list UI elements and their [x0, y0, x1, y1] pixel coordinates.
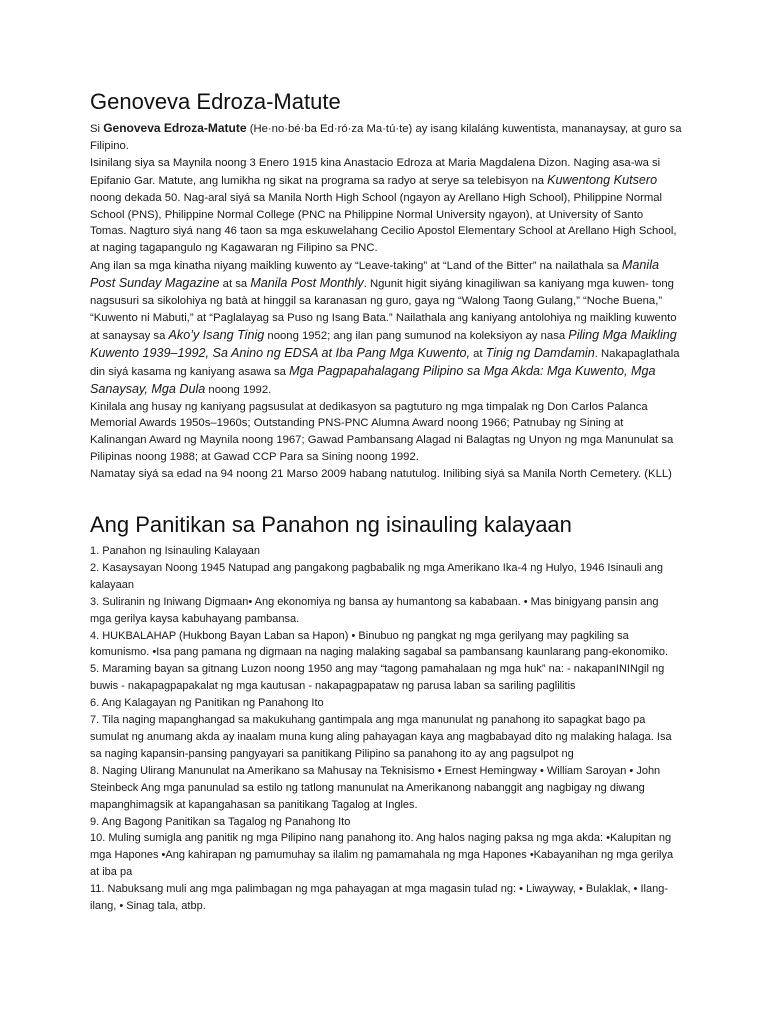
bio-p3-text-e: at	[469, 347, 486, 360]
bio-p3-text-b: at sa	[219, 278, 251, 291]
list-item: 11. Nabuksang muli ang mga palimbagan ng mga pahayagan at mga magasin tulad ng: • Liwayway, • Bulaklak, • Ilang-ilang, • Sinag tala, atbp.	[90, 883, 668, 913]
list-item: 1. Panahon ng Isinauling Kalayaan	[90, 545, 261, 558]
list-item: 4. HUKBALAHAP (Hukbong Bayan Laban sa Hapon) • Binubuo ng pangkat ng mga gerilyang may pagkiling sa komunismo. •Isa pang pamana ng digmaan na naging malaking sagabal sa pambansang kaunlarang pang-ekonomiko.	[90, 629, 669, 659]
bio-p2-text-a: Isinilang siya sa Maynila noong 3 Enero 1915 kina Anastacio Edroza at Maria Magdalena Dizon. Naging asa-wa si Epifanio Gar. Matute, ang lumikha ng sikat na programa sa radyo at serye sa telebisyon na	[90, 156, 661, 187]
panitikan-title: Ang Panitikan sa Panahon ng isinauling kalayaan	[90, 512, 572, 538]
list-item: 6. Ang Kalagayan ng Panitikan ng Panahong Ito	[90, 697, 324, 710]
bio-p3-italic-3: Ako’y Isang Tinig	[168, 327, 265, 342]
bio-p2-text-b: noong dekada 50. Nag-aral siyá sa Manila North High School (ngayon ay Arellano High School), Philippine Normal School (PNS), Philippine Normal College (PNC na Philippine Normal University ngayon), at University of Santo Tomas. Nagturo siyá nang 46 taon sa mga eskuwelahang Cecilio Apostol Elementary School at Arellano High School, at naging tagapangulo ng Kagawaran ng Filipino sa PNC.	[90, 191, 677, 255]
bio-p3-italic-5: Tinig ng Damdamin	[485, 345, 595, 360]
bio-p3-italic-1: Manila Post Sunday Magazine	[90, 258, 660, 291]
bio-paragraph-1	[90, 120, 682, 155]
bio-p1-text-a: Si	[90, 123, 104, 135]
list-item: 9. Ang Bagong Panitikan sa Tagalog ng Panahong Ito	[90, 815, 351, 828]
bio-p3-text-d: noong 1952; ang ilan pang sumunod na koleksiyon ay nasa	[264, 329, 569, 342]
panitikan-list	[90, 543, 682, 915]
bio-paragraph-3	[90, 257, 682, 398]
bio-paragraph-5: Namatay siyá sa edad na 94 noong 21 Marso 2009 habang natutulog. Inilibing siyá sa Manila North Cemetery. (KLL)	[90, 468, 672, 481]
bio-p3-text-a: Ang ilan sa mga kinatha niyang maikling kuwento ay “Leave-taking” at “Land of the Bitter” na nailathala sa	[90, 260, 622, 273]
list-item: 2. Kasaysayan Noong 1945 Natupad ang pangakong pagbabalik ng mga Amerikano Ika-4 ng Hulyo, 1946 Isinauli ang kalayaan	[90, 561, 664, 591]
document-page	[90, 88, 682, 915]
bio-p1-text-b: (He·no·bé·ba Ed·ró·za Ma·tú·te) ay isang kilaláng kuwentista, mananaysay, at guro sa Filipino.	[90, 123, 682, 152]
list-item: 8. Naging Ulirang Manunulat na Amerikano sa Mahusay na Teknisismo • Ernest Hemingway • William Saroyan • John Steinbeck Ang mga panunulad sa estilo ng tatlong manunulat na Amerikanong nabanggit ang nagbigay ng diwang mapanghimagsik at kapangahasan sa panitikang Tagalog at Ingles.	[90, 764, 661, 811]
list-item: 5. Maraming bayan sa gitnang Luzon noong 1950 ang may “tagong pamahalaan ng mga huk” na: - nakapanININgil ng buwis - nakapagpapakalat ng mga kautusan - nakapagpapataw ng parusa laban sa sariling paglilitis	[90, 663, 665, 693]
list-item: 7. Tila naging mapanghangad sa makukuhang gantimpala ang mga manunulat ng panahong ito sapagkat bago pa sumulat ng anumang akda ay inaalam muna kung aling pahayagan kaya ang magbabayad dito ng malaking halaga. Isa sa naging kapansin-pansing pangyayari sa panitikang Pilipino sa panahong ito ay ang pagsulpot ng	[90, 714, 672, 760]
bio-p3-text-c: . Ngunit higit siyáng kinagiliwan sa kaniyang mga kuwen- tong nagsusuri sa sikolohiya ng batà at hinggil sa karanasan ng guro, gaya ng “Walong Taong Gulang,” “Noche Buena,” “Kuwento ni Mabuti,” at “Paglalayag sa Puso ng Isang Bata.” Nailathala ang kaniyang antolohiya ng maikling kuwento at sanaysay sa	[90, 278, 677, 342]
bio-title: Genoveva Edroza-Matute	[90, 89, 341, 114]
bio-p3-italic-2: Manila Post Monthly	[250, 276, 364, 291]
bio-p3-text-f: . Nakapaglathala din siyá kasama ng kaniyang asawa sa	[90, 347, 680, 378]
bio-p3-italic-4: Piling Mga Maikling Kuwento 1939–1992, Sa Anino ng EDSA at Iba Pang Mga Kuwento,	[90, 327, 677, 360]
bio-paragraph-2	[90, 155, 682, 257]
bio-paragraph-4: Kinilala ang husay ng kaniyang pagsusulat at dedikasyon sa pagtuturo ng mga timpalak ng Don Carlos Palanca Memorial Awards 1950s–1960s; Outstanding PNS-PNC Alumna Award noong 1966; Patnubay ng Sining at Kalinangan Award ng Maynila noong 1967; Gawad Pambansang Alagad ni Balagtas ng Unyon ng mga Manunulat sa Pilipinas noong 1988; at Gawad CCP Para sa Sining noong 1992.	[90, 400, 674, 464]
bio-p3-italic-6: Mga Pagpapahalagang Pilipino sa Mga Akda: Mga Kuwento, Mga Sanaysay, Mga Dula	[90, 363, 656, 396]
list-item: 3. Suliranin ng Iniwang Digmaan• Ang ekonomiya ng bansa ay humantong sa kababaan. • Mas binigyang pansin ang mga gerilya kaysa kabuhayang pambansa.	[90, 595, 659, 625]
list-item: 10. Muling sumigla ang panitik ng mga Pilipino nang panahong ito. Ang halos naging paksa ng mga akda: •Kalupitan ng mga Hapones •Ang kahirapan ng pamumuhay sa ilalim ng pamamahala ng mga Hapones •Kabayanihan ng mga gerilya at iba pa	[90, 832, 674, 879]
bio-p3-text-g: noong 1992.	[205, 383, 272, 396]
bio-p1-name: Genoveva Edroza-Matute	[103, 121, 247, 135]
bio-p2-italic-1: Kuwentong Kutsero	[547, 172, 658, 187]
